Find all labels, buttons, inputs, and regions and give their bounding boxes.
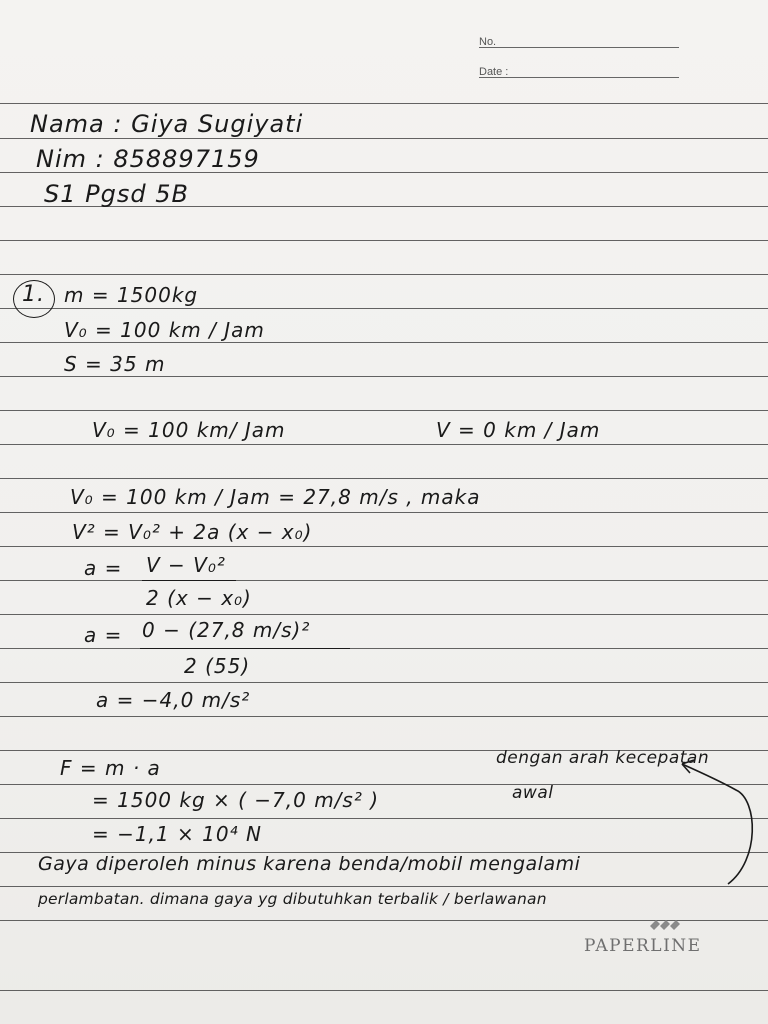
given-distance: S = 35 m [64,352,166,376]
conclusion-line2: perlambatan. dimana gaya yg dibutuhkan terbalik / berlawanan [38,890,547,908]
force-result: = −1,1 × 10⁴ N [92,822,262,846]
final-velocity: V = 0 km / Jam [436,418,601,442]
student-nim: Nim : 858897159 [36,145,260,173]
header-no-label: No. [479,36,497,48]
kinematic-equation: V² = V₀² + 2a (x − x₀) [72,520,313,544]
accel-numerator-1: V − V₀² [146,553,226,577]
given-v0: V₀ = 100 km / Jam [64,318,265,342]
problem-number: 1. [22,282,45,307]
direction-note-line1: dengan arah kecepatan [496,748,710,768]
accel-label-1: a = [84,556,123,580]
student-program: S1 Pgsd 5B [44,180,189,208]
velocity-conversion: V₀ = 100 km / Jam = 27,8 m/s , maka [70,485,481,509]
given-mass: m = 1500kg [64,283,199,307]
student-name: Nama : Giya Sugiyati [30,110,304,138]
direction-note-line2: awal [512,783,554,803]
conclusion-line1: Gaya diperoleh minus karena benda/mobil mengalami [38,853,581,875]
accel-result: a = −4,0 m/s² [96,688,251,712]
paperline-logo-icon [646,918,686,934]
force-formula: F = m · a [60,756,161,780]
header-date-label: Date : [479,66,509,78]
accel-denominator-2: 2 (55) [184,654,251,678]
accel-numerator-2: 0 − (27,8 m/s)² [142,618,311,642]
force-substitution: = 1500 kg × ( −7,0 m/s² ) [92,788,380,812]
accel-label-2: a = [84,623,123,647]
brand-name: PAPERLINE [584,936,702,956]
initial-velocity: V₀ = 100 km/ Jam [92,418,286,442]
accel-denominator-1: 2 (x − x₀) [146,586,252,610]
